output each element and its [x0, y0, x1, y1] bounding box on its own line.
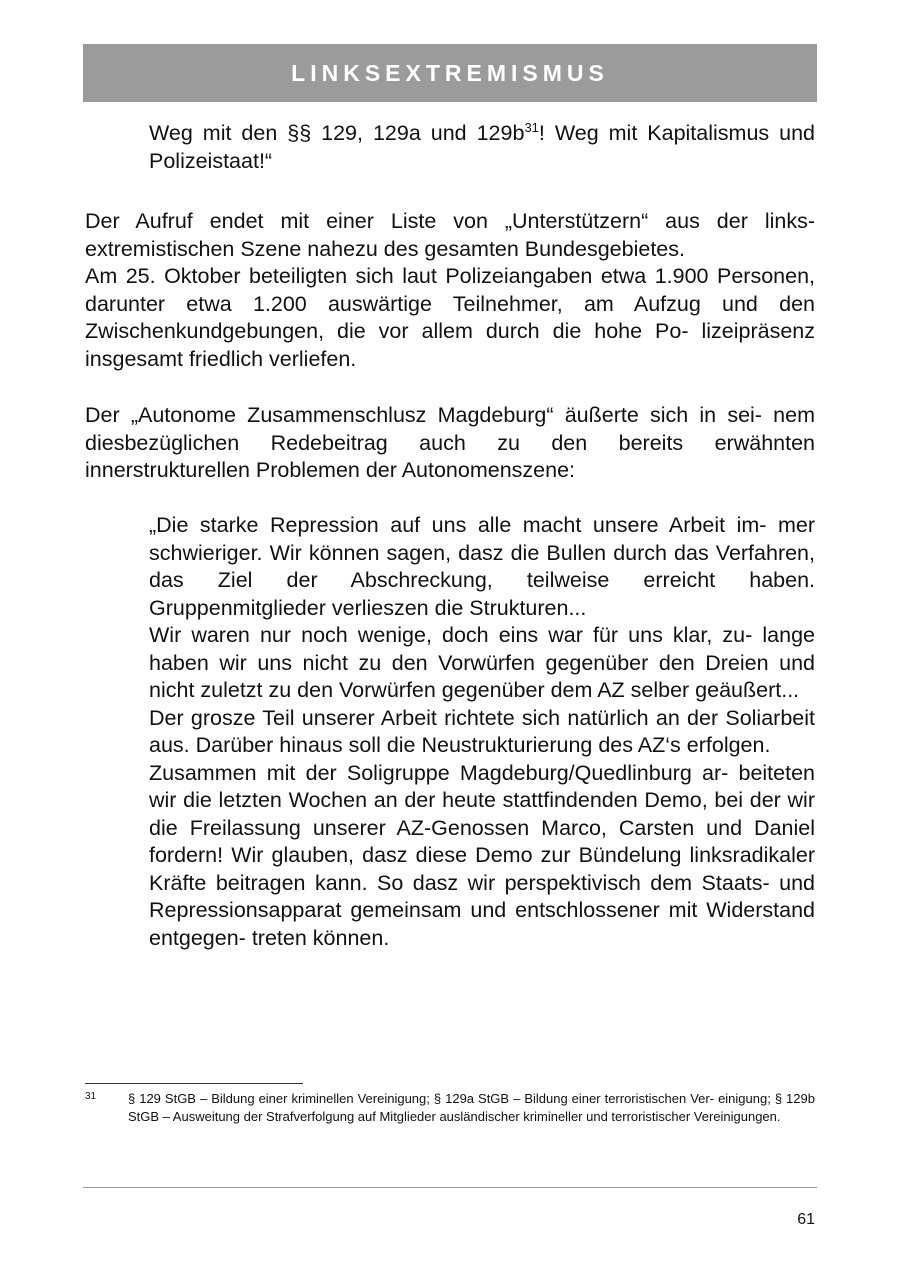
footnote-reference[interactable]: 31 — [524, 119, 539, 135]
quote-2-p1-part-a: „Die starke Repression auf uns alle macht unsere Arbeit im- — [149, 513, 767, 537]
quote-2-paragraph-1 — [149, 512, 815, 622]
footnote — [85, 1090, 815, 1126]
quote-2-p4-part-a: Zusammen mit der Soligruppe Magdeburg/Quedlinburg ar- — [149, 760, 729, 785]
quote-1-part-a: Weg mit den §§ 129, 129a und 129b — [149, 121, 525, 145]
paragraph-2-part-a: Am 25. Oktober beteiligten sich laut Polizeiangaben etwa 1.900 Personen, darunter etwa 1.200 auswärtige Teilnehmer, am Aufzug und den Zwischenkundgebungen, die vor allem durch die hohe Po- — [85, 264, 815, 343]
section-title: LINKSEXTREMISMUS — [291, 59, 609, 86]
section-header — [83, 44, 817, 102]
quote-1-text — [149, 120, 815, 175]
body-paragraphs-1 — [85, 208, 815, 373]
quote-1-part-b: ! Weg mit Kapitalismus und Polizeistaat!“ — [149, 121, 815, 173]
paragraph-3 — [85, 402, 815, 485]
paragraph-2 — [85, 263, 815, 373]
footnote-text-part-b: einigung; § 129b StGB – Ausweitung der Strafverfolgung auf Mitglieder ausländischer krimineller und terroristischer Vereinigungen. — [128, 1091, 815, 1124]
footnote-text — [128, 1090, 815, 1126]
footnote-number: 31 — [85, 1091, 97, 1102]
paragraph-3-part-b: nem diesbezüglichen Redebeitrag auch zu den bereits erwähnten innerstrukturellen Problemen der Autonomenszene: — [85, 403, 815, 482]
quote-block-1 — [149, 120, 815, 175]
quote-2-p4-part-b: beiteten wir die letzten Wochen an der heute stattfindenden Demo, bei der wir die Freilassung unserer AZ-Genossen Marco, Carsten und Daniel fordern! Wir glauben, dasz diese Demo zur Bündelung linksradikaler Kräfte beitragen kann. So dasz wir perspektivisch dem Staats- und Repressionsapparat gemeinsam und entschlossener mit Widerstand entgegen- — [149, 760, 815, 950]
page-footer-rule — [83, 1187, 817, 1188]
footnote-text-part-a: § 129 StGB – Bildung einer kriminellen Vereinigung; § 129a StGB – Bildung einer terroristischen Ver- — [128, 1091, 715, 1106]
page-number: 61 — [797, 1211, 815, 1228]
paragraph-2-part-b: lizeipräsenz insgesamt friedlich verliefen. — [85, 319, 815, 371]
footnote-separator — [85, 1083, 303, 1084]
paragraph-3-part-a: Der „Autonome Zusammenschlusz Magdeburg“ äußerte sich in sei- — [85, 403, 762, 427]
quote-2-p4-part-c: treten können. — [251, 925, 390, 950]
quote-block-2 — [149, 512, 815, 952]
paragraph-1-line-a: Der Aufruf endet mit einer Liste von „Unterstützern“ aus der links- — [85, 209, 815, 233]
quote-2-p2-part-a: Wir waren nur noch wenige, doch eins war für uns klar, zu- — [149, 623, 753, 647]
quote-2-paragraph-3: Der grosze Teil unserer Arbeit richtete sich natürlich an der Soliarbeit aus. Darüber hinaus soll die Neustrukturierung des AZ‘s erfolgen. — [149, 705, 815, 757]
quote-2-paragraph-4 — [149, 760, 815, 953]
paragraph-1 — [85, 208, 815, 263]
paragraph-1-line-b: extremistischen Szene nahezu des gesamten Bundesgebietes. — [85, 236, 685, 261]
quote-2-p1-part-b: mer schwieriger. Wir können sagen, dasz die Bullen durch das Verfahren, das Ziel der Abschreckung, teilweise erreicht haben. Gruppenmitglieder verlieszen die Strukturen... — [149, 513, 815, 620]
body-paragraph-3 — [85, 402, 815, 485]
quote-2-p2-part-b: lange haben wir uns nicht zu den Vorwürfen gegenüber den Dreien und nicht zuletzt zu den Vorwürfen gegenüber dem AZ selber geäußert... — [149, 623, 815, 702]
quote-2-paragraph-2 — [149, 622, 815, 705]
